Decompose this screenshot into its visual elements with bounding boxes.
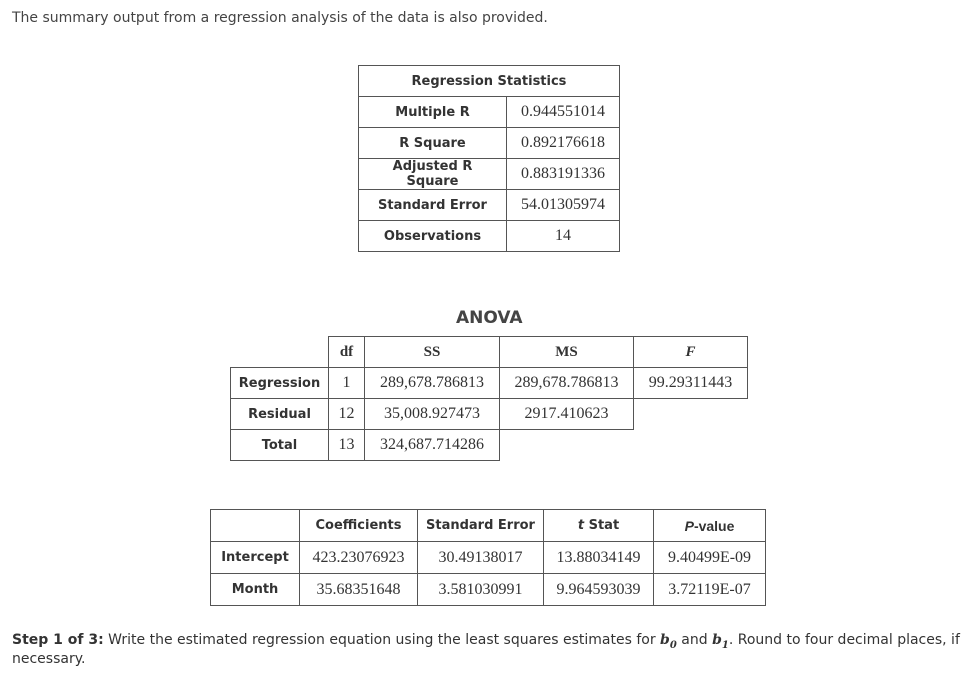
empty-cell [634, 430, 748, 461]
anova-table [230, 336, 748, 461]
df-value: 13 [329, 430, 365, 461]
ss-value: 35,008.927473 [365, 399, 500, 430]
se-value: 30.49138017 [418, 542, 544, 574]
empty-cell [211, 510, 300, 542]
row-label: Observations [359, 221, 507, 252]
row-label: Multiple R [359, 97, 507, 128]
row-label: Month [211, 574, 300, 606]
coef-value: 423.23076923 [300, 542, 418, 574]
table-row [211, 542, 766, 574]
table-row [359, 221, 620, 252]
t-value: 9.964593039 [544, 574, 654, 606]
t-value: 13.88034149 [544, 542, 654, 574]
row-label: Residual [231, 399, 329, 430]
coefficients-table [210, 509, 766, 606]
coef-value: 35.68351648 [300, 574, 418, 606]
table-row [231, 337, 748, 368]
f-value: 99.29311443 [634, 368, 748, 399]
row-label: R Square [359, 128, 507, 159]
b1-subscript: 1 [721, 639, 729, 651]
step-prefix: Step 1 of 3: [12, 632, 104, 648]
p-value: 9.40499E-09 [654, 542, 766, 574]
table-row [211, 574, 766, 606]
table-row [359, 128, 620, 159]
row-value: 0.883191336 [507, 159, 620, 190]
header-ms: MS [500, 337, 634, 368]
empty-cell [500, 430, 634, 461]
row-value: 0.944551014 [507, 97, 620, 128]
header-coefficients: Coefficients [300, 510, 418, 542]
table-row [359, 159, 620, 190]
row-value: 0.892176618 [507, 128, 620, 159]
table-row [231, 399, 748, 430]
header-f: F [634, 337, 748, 368]
df-value: 12 [329, 399, 365, 430]
step-and: and [676, 632, 713, 648]
header-ss: SS [365, 337, 500, 368]
b1-symbol [712, 632, 729, 651]
row-label: Standard Error [359, 190, 507, 221]
row-label: Regression [231, 368, 329, 399]
header-standard-error: Standard Error [418, 510, 544, 542]
table-row [231, 430, 748, 461]
row-label: Total [231, 430, 329, 461]
row-value: 54.01305974 [507, 190, 620, 221]
ms-value: 2917.410623 [500, 399, 634, 430]
empty-cell [634, 399, 748, 430]
b1-letter: b [712, 632, 722, 648]
table-row [359, 190, 620, 221]
p-value: 3.72119E-07 [654, 574, 766, 606]
step-instruction [12, 632, 970, 667]
stat-word: Stat [584, 518, 620, 533]
se-value: 3.581030991 [418, 574, 544, 606]
row-label: Adjusted R Square [359, 159, 507, 190]
anova-title: ANOVA [456, 308, 523, 328]
ss-value: 289,678.786813 [365, 368, 500, 399]
table-row [359, 97, 620, 128]
ss-value: 324,687.714286 [365, 430, 500, 461]
b0-subscript: 0 [669, 639, 677, 651]
row-value: 14 [507, 221, 620, 252]
b0-letter: b [660, 632, 670, 648]
regression-statistics-title: Regression Statistics [359, 66, 620, 97]
ms-value: 289,678.786813 [500, 368, 634, 399]
df-value: 1 [329, 368, 365, 399]
empty-cell [231, 337, 329, 368]
header-t-stat [544, 510, 654, 542]
table-row [211, 510, 766, 542]
table-row [359, 66, 620, 97]
b0-symbol [660, 632, 677, 651]
table-row [231, 368, 748, 399]
step-text-b: . Round to four decimal places, if necessary. [12, 632, 960, 667]
intro-text: The summary output from a regression analysis of the data is also provided. [12, 10, 548, 26]
p-italic: P [684, 517, 694, 534]
header-df: df [329, 337, 365, 368]
regression-statistics-table [358, 65, 620, 252]
header-p-value: P-value [654, 510, 766, 542]
t-italic: t [577, 518, 585, 533]
row-label: Intercept [211, 542, 300, 574]
step-text-a: Write the estimated regression equation using the least squares estimates for [103, 632, 661, 648]
